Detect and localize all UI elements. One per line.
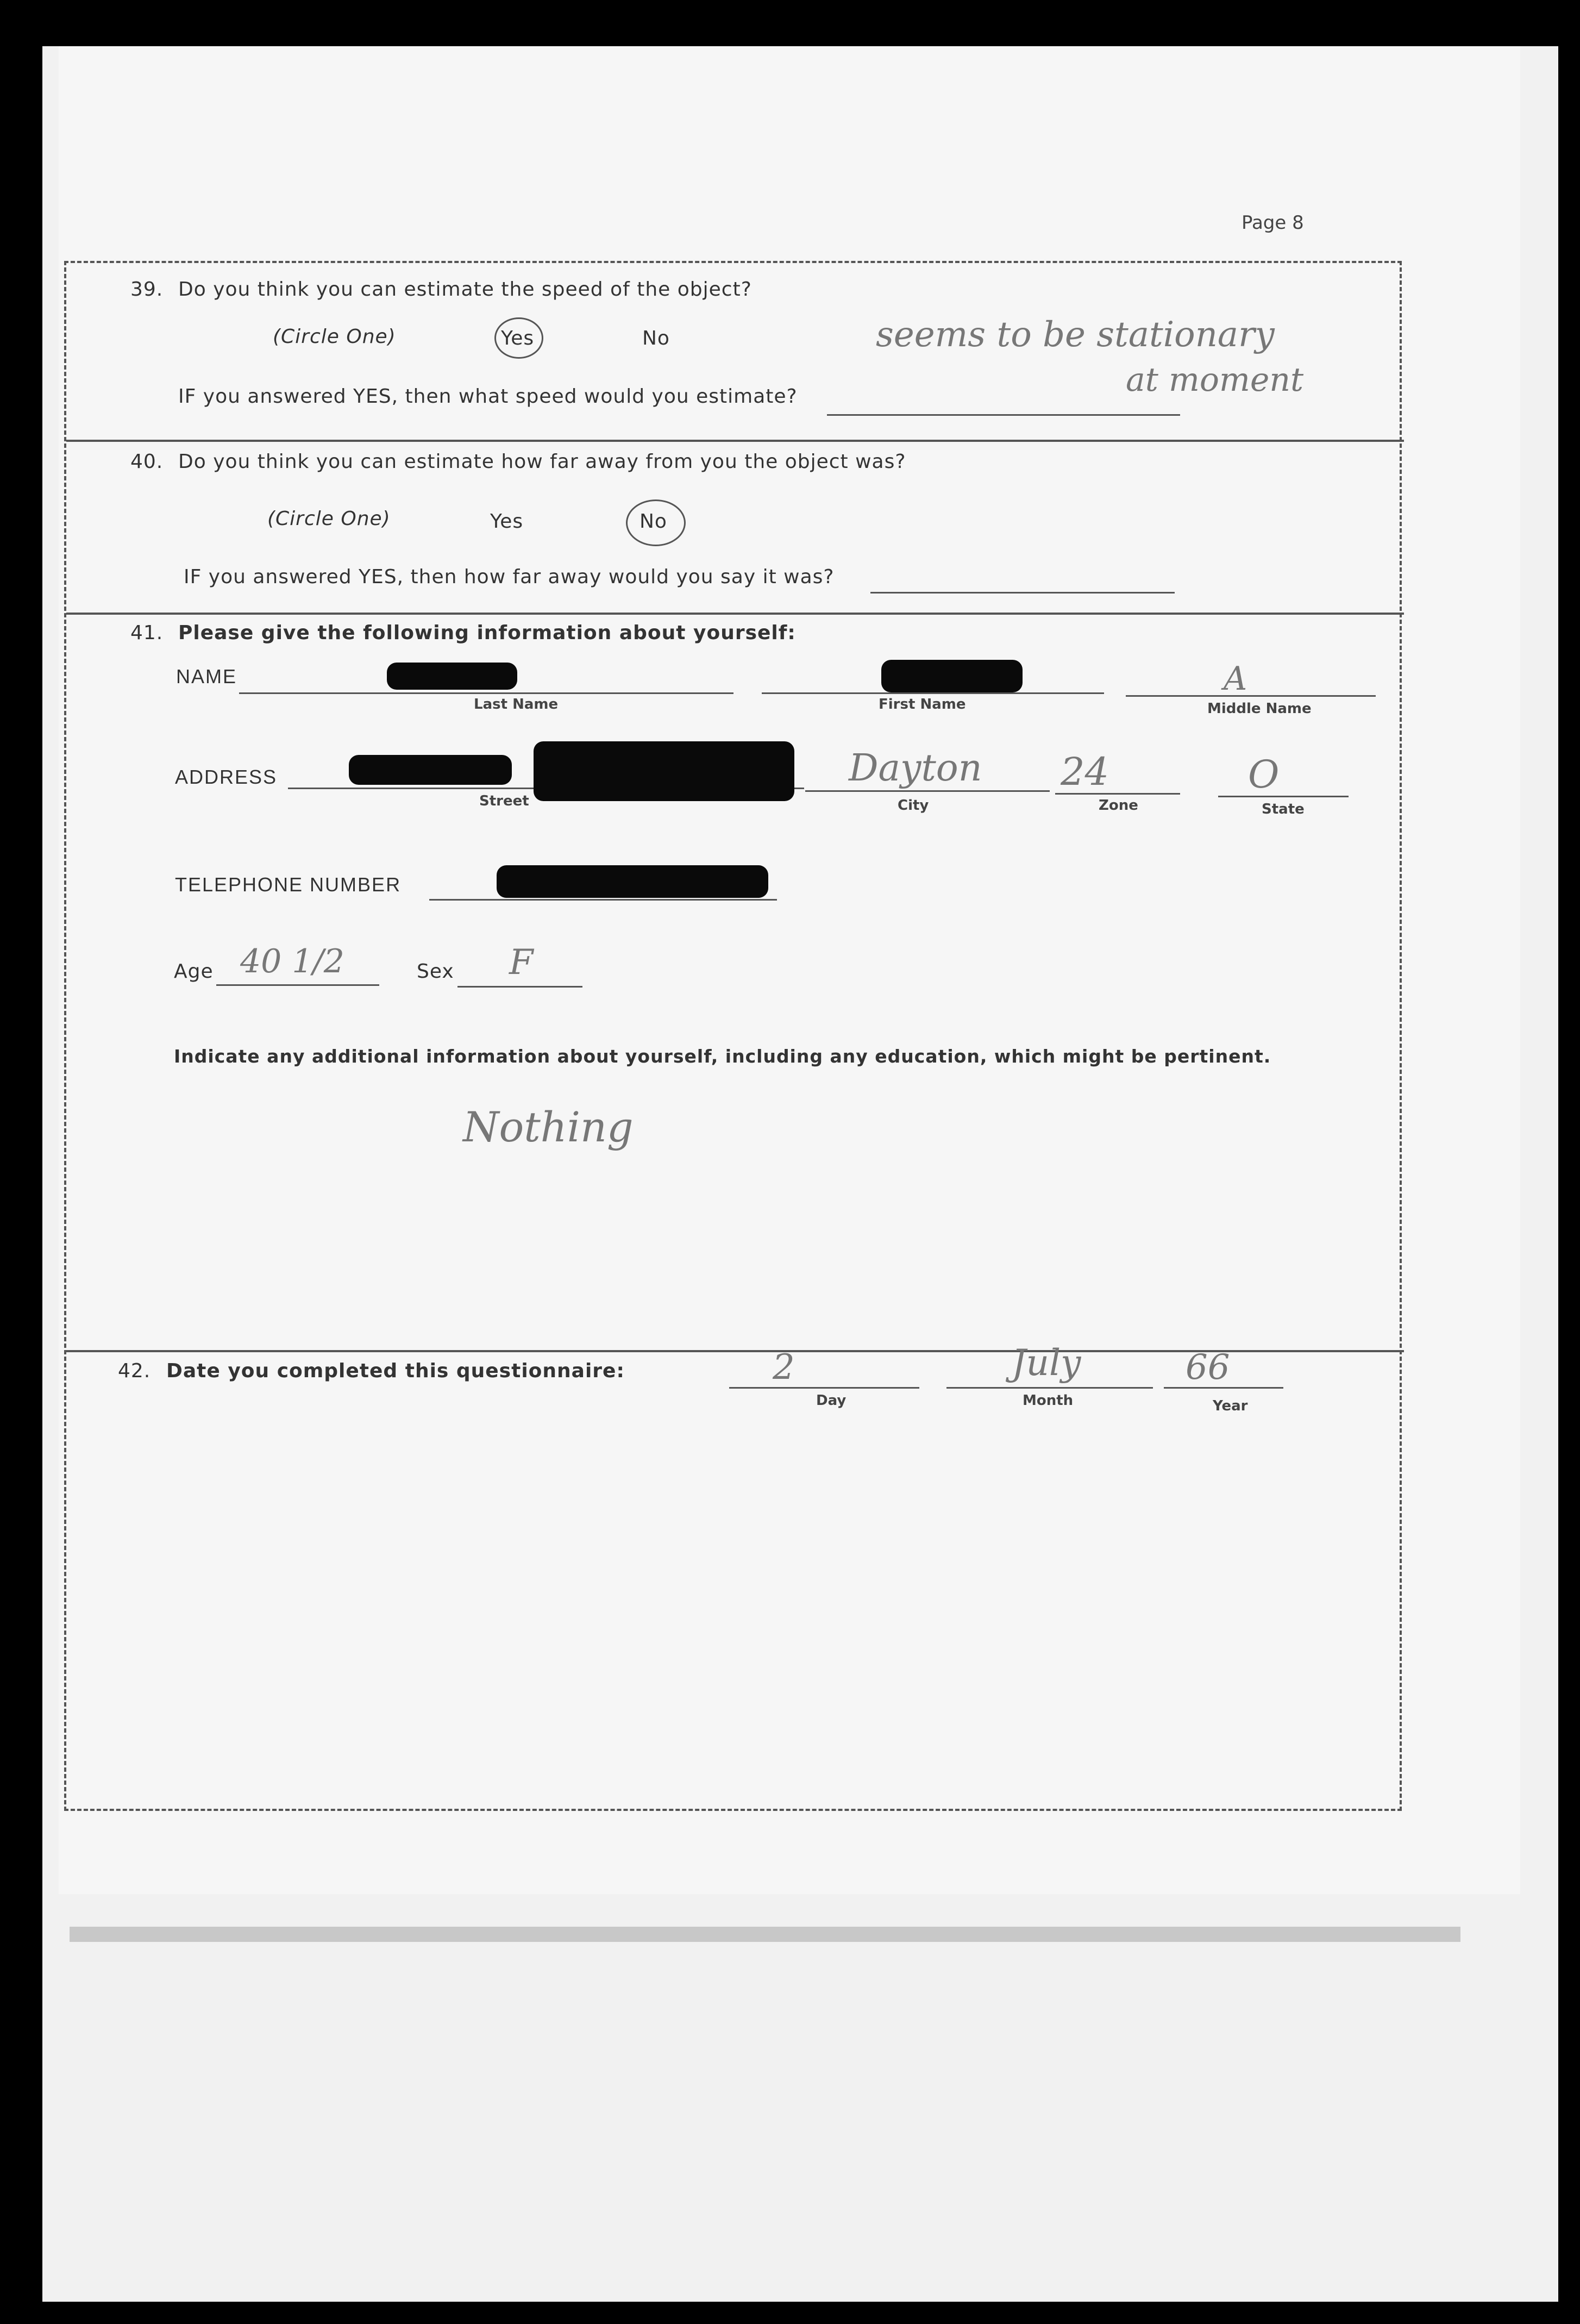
day-value: 2	[773, 1347, 795, 1388]
q42-number: 42.	[118, 1360, 151, 1382]
day-line	[729, 1387, 919, 1389]
q40-followup: IF you answered YES, then how far away would you say it was?	[184, 566, 835, 588]
telephone-line	[429, 899, 777, 901]
q41-number: 41.	[130, 622, 164, 644]
address-label: ADDRESS	[175, 766, 278, 788]
divider-40-41	[66, 613, 1404, 615]
month-label: Month	[1023, 1392, 1074, 1409]
redaction-first-name	[881, 660, 1023, 692]
middle-initial-value: A	[1224, 660, 1247, 698]
middle-name-label: Middle Name	[1207, 701, 1312, 717]
page-number: Page 8	[1242, 212, 1304, 234]
city-value: Dayton	[849, 747, 982, 790]
q39-yes-option[interactable]: Yes	[501, 327, 535, 349]
redaction-street-name	[534, 741, 794, 801]
zone-value: 24	[1061, 749, 1109, 794]
redaction-telephone	[497, 865, 768, 898]
first-name-line	[762, 692, 1104, 694]
q39-question: Do you think you can estimate the speed of the object?	[178, 278, 752, 301]
sex-label: Sex	[417, 960, 454, 983]
q41-prompt: Please give the following information about yourself:	[178, 622, 796, 644]
city-label: City	[898, 797, 929, 814]
zone-label: Zone	[1099, 797, 1138, 814]
q40-question: Do you think you can estimate how far away from you the object was?	[178, 451, 906, 473]
middle-name-line	[1126, 695, 1376, 697]
divider-39-40	[66, 440, 1404, 442]
q39-handwritten-answer-2: at moment	[1126, 361, 1304, 399]
telephone-label: TELEPHONE NUMBER	[175, 873, 402, 896]
name-label: NAME	[176, 665, 237, 688]
state-label: State	[1262, 801, 1305, 817]
age-line	[216, 984, 379, 986]
q39-no-option[interactable]: No	[642, 327, 670, 349]
q39-circle-one: (Circle One)	[273, 326, 396, 348]
state-value: O	[1248, 752, 1280, 797]
age-label: Age	[174, 960, 214, 983]
q42-prompt: Date you completed this questionnaire:	[166, 1360, 625, 1382]
q39-answer-line	[827, 414, 1180, 416]
q40-yes-option[interactable]: Yes	[490, 510, 524, 533]
street-label: Street	[479, 793, 529, 809]
q40-no-option[interactable]: No	[639, 510, 667, 533]
redaction-last-name	[387, 663, 517, 690]
last-name-label: Last Name	[474, 696, 559, 713]
year-label: Year	[1213, 1398, 1248, 1414]
additional-info-prompt: Indicate any additional information about yourself, including any education, which might be pertinent.	[174, 1046, 1271, 1067]
page-shadow	[70, 1927, 1460, 1942]
sex-value: F	[509, 942, 534, 983]
month-value: July	[1012, 1342, 1081, 1384]
q40-answer-line	[870, 592, 1175, 594]
questionnaire-form	[64, 261, 1402, 1811]
q39-handwritten-answer: seems to be stationary	[876, 315, 1275, 355]
month-line	[946, 1387, 1153, 1389]
q39-followup: IF you answered YES, then what speed would you estimate?	[178, 385, 798, 408]
q39-number: 39.	[130, 278, 164, 301]
q40-number: 40.	[130, 451, 164, 473]
additional-info-value: Nothing	[463, 1103, 634, 1151]
age-value: 40 1/2	[240, 942, 344, 980]
state-line	[1218, 796, 1349, 797]
redaction-street-number	[349, 755, 512, 785]
sex-line	[457, 986, 582, 988]
last-name-line	[239, 692, 733, 694]
q40-circle-one: (Circle One)	[267, 508, 391, 530]
city-line	[805, 790, 1050, 792]
year-value: 66	[1186, 1347, 1230, 1388]
day-label: Day	[816, 1392, 847, 1409]
first-name-label: First Name	[879, 696, 966, 713]
